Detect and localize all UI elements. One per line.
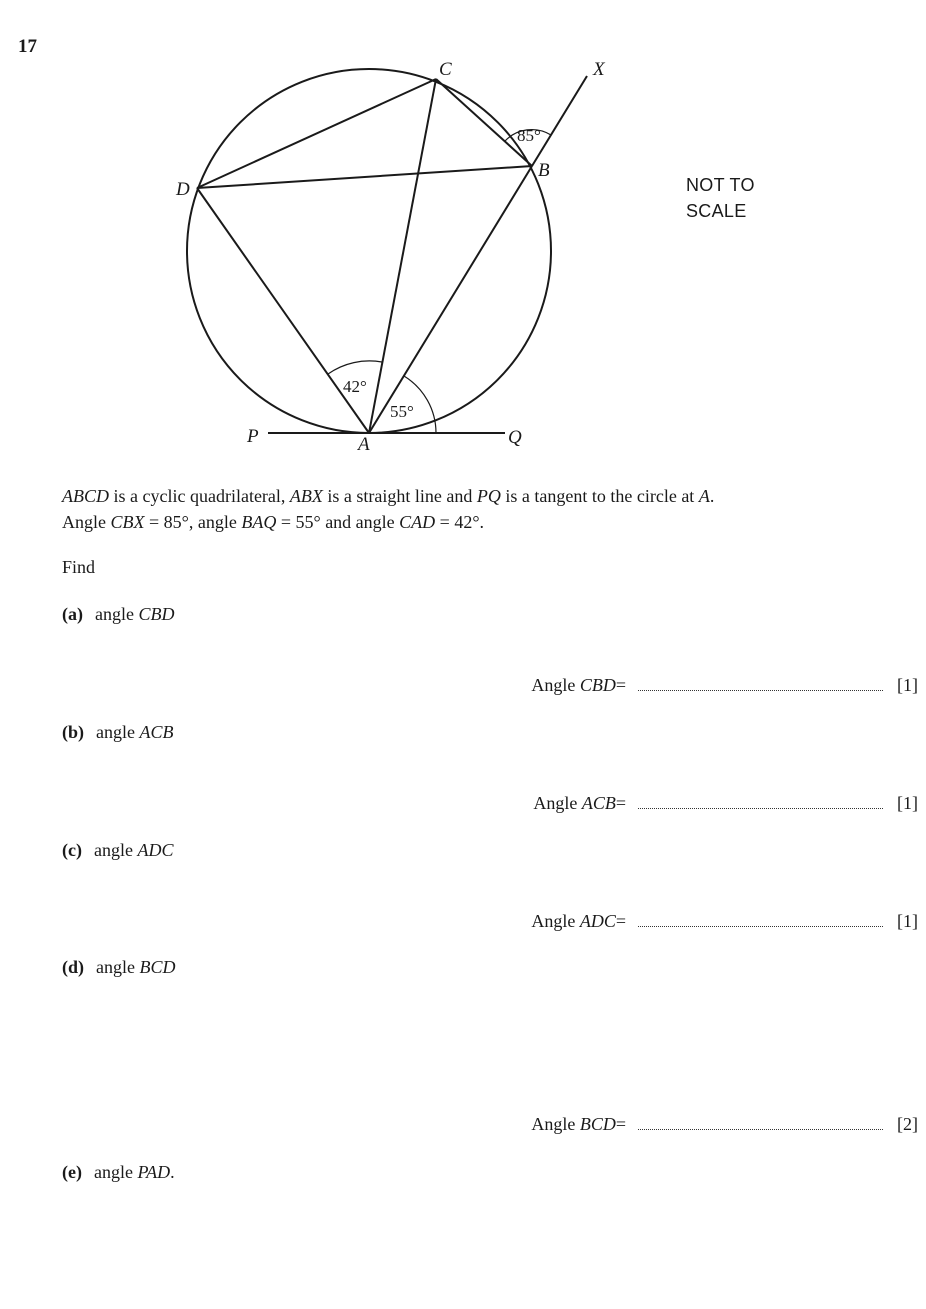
- point-label-q: Q: [508, 427, 522, 448]
- answer-eq: =: [615, 675, 626, 695]
- stem-text: = 55° and angle: [276, 512, 400, 532]
- answer-prefix: Angle: [531, 675, 576, 695]
- answer-prefix: Angle: [531, 1114, 576, 1134]
- marks: [1]: [897, 911, 918, 931]
- find-label: Find: [62, 557, 96, 577]
- answer-field-a[interactable]: [638, 676, 883, 691]
- answer-eq: =: [615, 793, 626, 813]
- part-prefix: angle: [93, 1162, 138, 1182]
- answer-prefix: Angle: [531, 911, 576, 931]
- stem-line-2: [62, 510, 484, 534]
- stem-baq: BAQ: [241, 512, 277, 532]
- part-label: (d): [62, 957, 84, 977]
- marks: [1]: [897, 793, 918, 813]
- part-label: (e): [62, 1162, 82, 1182]
- point-label-p: P: [247, 426, 259, 447]
- angle-label-baq: 55°: [390, 402, 414, 421]
- answer-field-d[interactable]: [638, 1115, 883, 1130]
- answer-eq: =: [615, 911, 626, 931]
- part-prefix: angle: [93, 840, 138, 860]
- answer-target: ADC: [579, 911, 616, 931]
- stem-abcd: ABCD: [62, 486, 109, 506]
- stem-cbx: CBX: [110, 512, 145, 532]
- answer-prefix: Angle: [533, 793, 578, 813]
- part-b: [62, 722, 173, 743]
- answer-field-b[interactable]: [638, 794, 883, 809]
- side-cd: [197, 79, 436, 188]
- point-label-x: X: [593, 59, 605, 80]
- stem-text: = 42°.: [435, 512, 485, 532]
- side-bc: [436, 79, 532, 166]
- stem-text: = 85°, angle: [144, 512, 242, 532]
- part-a: [62, 604, 174, 625]
- part-target: CBD: [138, 604, 175, 624]
- note-line-1: NOT TO: [686, 175, 755, 195]
- answer-eq: =: [615, 1114, 626, 1134]
- point-label-b: B: [538, 160, 550, 181]
- part-label: (c): [62, 840, 82, 860]
- part-label: (a): [62, 604, 83, 624]
- stem-text: is a straight line and: [322, 486, 477, 506]
- stem-a: A: [698, 486, 710, 506]
- stem-pq: PQ: [476, 486, 501, 506]
- side-da: [197, 188, 369, 433]
- part-target: BCD: [139, 957, 176, 977]
- note-line-2: SCALE: [686, 201, 747, 221]
- question-number: 17: [18, 36, 37, 57]
- angle-arc-cad: [328, 361, 382, 374]
- part-e: [62, 1162, 175, 1183]
- angle-label-cad: 42°: [343, 377, 367, 396]
- part-suffix: .: [170, 1162, 175, 1182]
- marks: [1]: [897, 675, 918, 695]
- cyclic-quadrilateral-diagram: [0, 0, 926, 470]
- diagonal-bd: [197, 166, 532, 188]
- angle-label-cbx: 85°: [517, 126, 541, 145]
- answer-line-d: [531, 1114, 918, 1135]
- answer-target: BCD: [579, 1114, 616, 1134]
- part-target: ADC: [137, 840, 174, 860]
- answer-line-a: [531, 675, 918, 696]
- stem-text: .: [709, 486, 715, 506]
- part-prefix: angle: [96, 722, 140, 742]
- stem-text: is a tangent to the circle at: [500, 486, 699, 506]
- answer-line-b: [533, 793, 918, 814]
- point-label-c: C: [439, 59, 452, 80]
- answer-target: CBD: [579, 675, 616, 695]
- answer-target: ACB: [581, 793, 616, 813]
- part-prefix: angle: [96, 957, 140, 977]
- answer-line-c: [531, 911, 918, 932]
- stem-text: is a cyclic quadrilateral,: [109, 486, 290, 506]
- part-target: PAD: [137, 1162, 171, 1182]
- answer-field-c[interactable]: [638, 912, 883, 927]
- stem-line-1: [62, 484, 714, 508]
- stem-cad: CAD: [399, 512, 436, 532]
- line-bx: [532, 76, 587, 166]
- point-label-a: A: [358, 434, 370, 455]
- part-c: [62, 840, 173, 861]
- not-to-scale-note: [686, 172, 755, 224]
- part-target: ACB: [139, 722, 174, 742]
- part-prefix: angle: [95, 604, 139, 624]
- marks: [2]: [897, 1114, 918, 1134]
- part-d: [62, 957, 175, 978]
- point-label-d: D: [176, 179, 190, 200]
- stem-abx: ABX: [289, 486, 323, 506]
- stem-text: Angle: [62, 512, 111, 532]
- part-label: (b): [62, 722, 84, 742]
